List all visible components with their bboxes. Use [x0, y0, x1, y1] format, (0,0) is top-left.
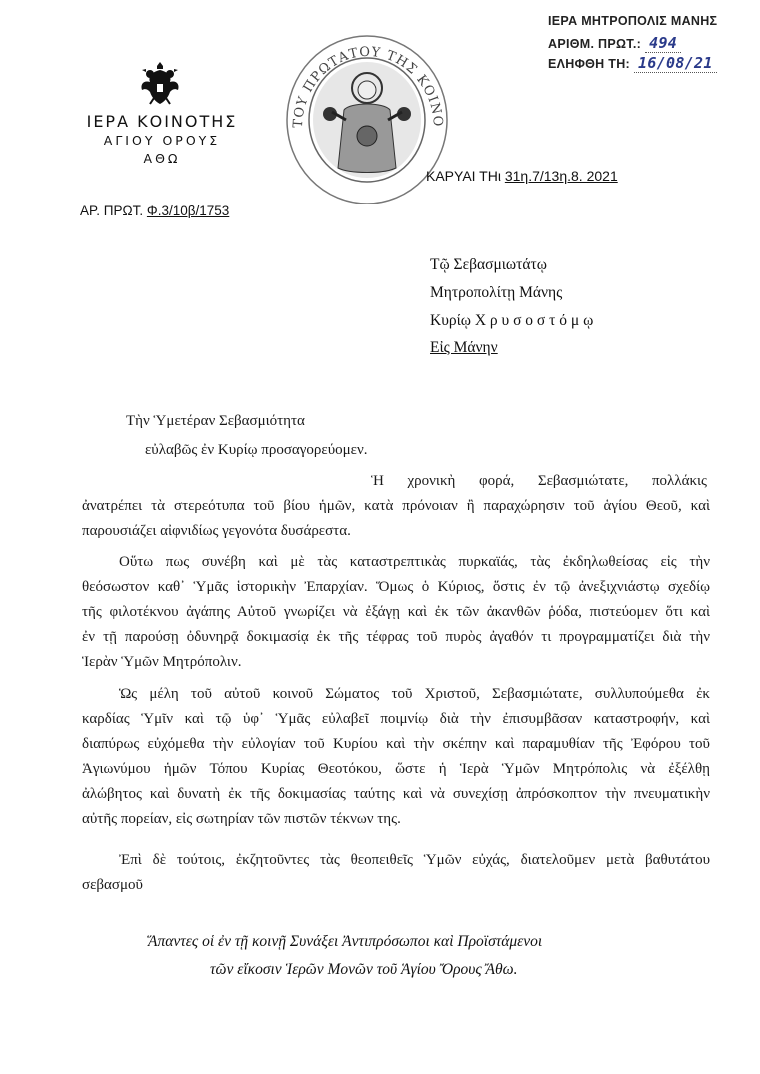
org-name: ΙΕΡΑ ΚΟΙΝΟΤΗΣ — [86, 112, 238, 131]
receipt-date-value: 16/08/21 — [634, 54, 717, 73]
paragraph-3-line: καρδίας Ὑμῖν καὶ τῷ ὑφ᾿ Ὑμᾶς εὐλαβεῖ ποιμνίῳ διὰ τὴν ἐπισυμβᾶσαν καταστροφήν, καὶ — [82, 711, 710, 727]
paragraph-1-line: Ἡ χρονικὴ φορά, Σεβασμιώτατε, πολλάκις — [371, 473, 707, 489]
protocol-value: Φ.3/10β/1753 — [146, 203, 230, 218]
document-date — [426, 168, 618, 184]
receipt-stamp — [548, 14, 760, 84]
double-headed-eagle-icon — [138, 58, 182, 108]
paragraph-3-line: Ἁγιωνύμου ἡμῶν Τόπου Κυρίας Θεοτόκου, ὥστε ἡ Ἱερὰ Ὑμῶν Μητρόπολις νὰ ἐξέλθῃ — [82, 761, 710, 777]
receipt-protocol-value: 494 — [645, 34, 681, 53]
paragraph-3-line: ἀλώβητος καὶ δυνατὴ ἐκ τῆς δοκιμασίας ταύτης καὶ νὰ συνεχίσῃ ἀπρόσκοπτον τὴν πνευματικὴν — [82, 786, 710, 802]
paragraph-1-line: παρουσιάζει αἰφνιδίως γεγονότα δυσάρεστα. — [82, 523, 351, 539]
protocol-label: ΑΡ. ΠΡΩΤ. — [80, 203, 144, 218]
paragraph-2-line: Ἱερὰν Ὑμῶν Μητρόπολιν. — [82, 654, 242, 670]
paragraph-2-line: Οὕτω πως συνέβη καὶ μὲ τὰς καταστρεπτικὰς πυρκαϊάς, τὰς ἐκδηλωθείσας εἰς τὴν — [119, 554, 710, 570]
receipt-protocol-label: ΑΡΙΘΜ. ΠΡΩΤ.: — [548, 37, 642, 51]
paragraph-2-line: ἐν τῇ παρούσῃ ὀδυνηρᾷ δοκιμασίᾳ ἐκ τῆς τέφρας τοῦ πυρὸς ἀγαθόν τι προγραμματίζει διὰ τὴν — [82, 629, 710, 645]
org-name-line2: ΑΓΙΟΥ ΟΡΟΥΣ — [103, 133, 221, 148]
paragraph-3-line: Ὡς μέλη τοῦ αὐτοῦ κοινοῦ Σώματος τοῦ Χριστοῦ, Σεβασμιώτατε, συλλυπούμεθα ἐκ — [119, 686, 710, 702]
paragraph-3-line: διαπύρως εὐχόμεθα τὴν εὐλογίαν τοῦ Κυρίου καὶ τὴν σκέπην καὶ παραμυθίαν τῆς Ἐφόρου τοῦ — [82, 736, 710, 752]
paragraph-1-line: ἀνατρέπει τὰ στερεότυπα τοῦ βίου ἡμῶν, κατὰ πρόνοιαν ἢ παραχώρησιν τοῦ ἁγίου Θεοῦ, καὶ — [82, 498, 710, 514]
paragraph-2-line: θεόσωστον καθ᾿ Ὑμᾶς ἱστορικὴν Ἐπαρχίαν. Ὅμως ὁ Κύριος, ὅστις ἐν τῷ ἀνεξιχνιάστῳ σχεδίῳ — [82, 579, 710, 595]
seal-text: ΤΟΥ ΠΡΩΤΑΤΟΥ ΤΗΣ ΚΟΙΝΟ — [290, 44, 446, 129]
receipt-stamp-title: ΙΕΡΑ ΜΗΤΡΟΠΟΛΙΣ ΜΑΝΗΣ — [548, 14, 718, 28]
paragraph-3-line: αὐτῆς πορείαν, εἰς σωτηρίαν τῶν πιστῶν τέκνων της. — [82, 811, 401, 827]
date-value: 31η.7/13η.8. 2021 — [504, 168, 618, 184]
paragraph-4-line: σεβασμοῦ — [82, 877, 143, 893]
receipt-protocol-number — [548, 34, 760, 54]
closing-line2: τῶν εἴκοσιν Ἱερῶν Μονῶν τοῦ Ἁγίου Ὄρους Ἄθω. — [210, 961, 518, 978]
paragraph-4-line: Ἐπὶ δὲ τούτοις, ἐκζητοῦντες τὰς θεοπειθεῖς Ὑμῶν εὐχάς, διατελοῦμεν μετὰ βαθυτάτου — [119, 852, 710, 868]
addressee-line4: Εἰς Μάνην — [430, 339, 498, 356]
org-name-line3: ΑΘΩ — [143, 151, 181, 166]
protocol-number — [80, 203, 229, 218]
receipt-date — [548, 54, 760, 74]
paragraph-2-line: τῆς φιλοτέκνου ἀγάπης Αὐτοῦ γνωρίζει νὰ ἐξάγῃ καὶ ἐκ τῶν ἀκανθῶν ῥόδα, πιστεύομεν ὅτι καὶ — [82, 604, 710, 620]
addressee-line2: Μητροπολίτῃ Μάνης — [430, 284, 563, 301]
salutation-line2: εὐλαβῶς ἐν Κυρίῳ προσαγορεύομεν. — [145, 442, 368, 458]
closing-line1: Ἅπαντες οἱ ἐν τῇ κοινῇ Συνάξει Ἀντιπρόσωποι καὶ Προϊστάμενοι — [148, 933, 543, 950]
date-prefix: ΚΑΡΥΑΙ ΤΗι — [426, 168, 501, 184]
addressee-line3: Κυρίῳ Χ ρ υ σ ο σ τ ό μ ῳ — [430, 312, 594, 329]
receipt-date-label: ΕΛΗΦΘΗ ΤΗ: — [548, 57, 631, 71]
addressee-line1: Τῷ Σεβασμιωτάτῳ — [430, 256, 547, 273]
salutation-line1: Τὴν Ὑμετέραν Σεβασμιότητα — [126, 413, 305, 429]
